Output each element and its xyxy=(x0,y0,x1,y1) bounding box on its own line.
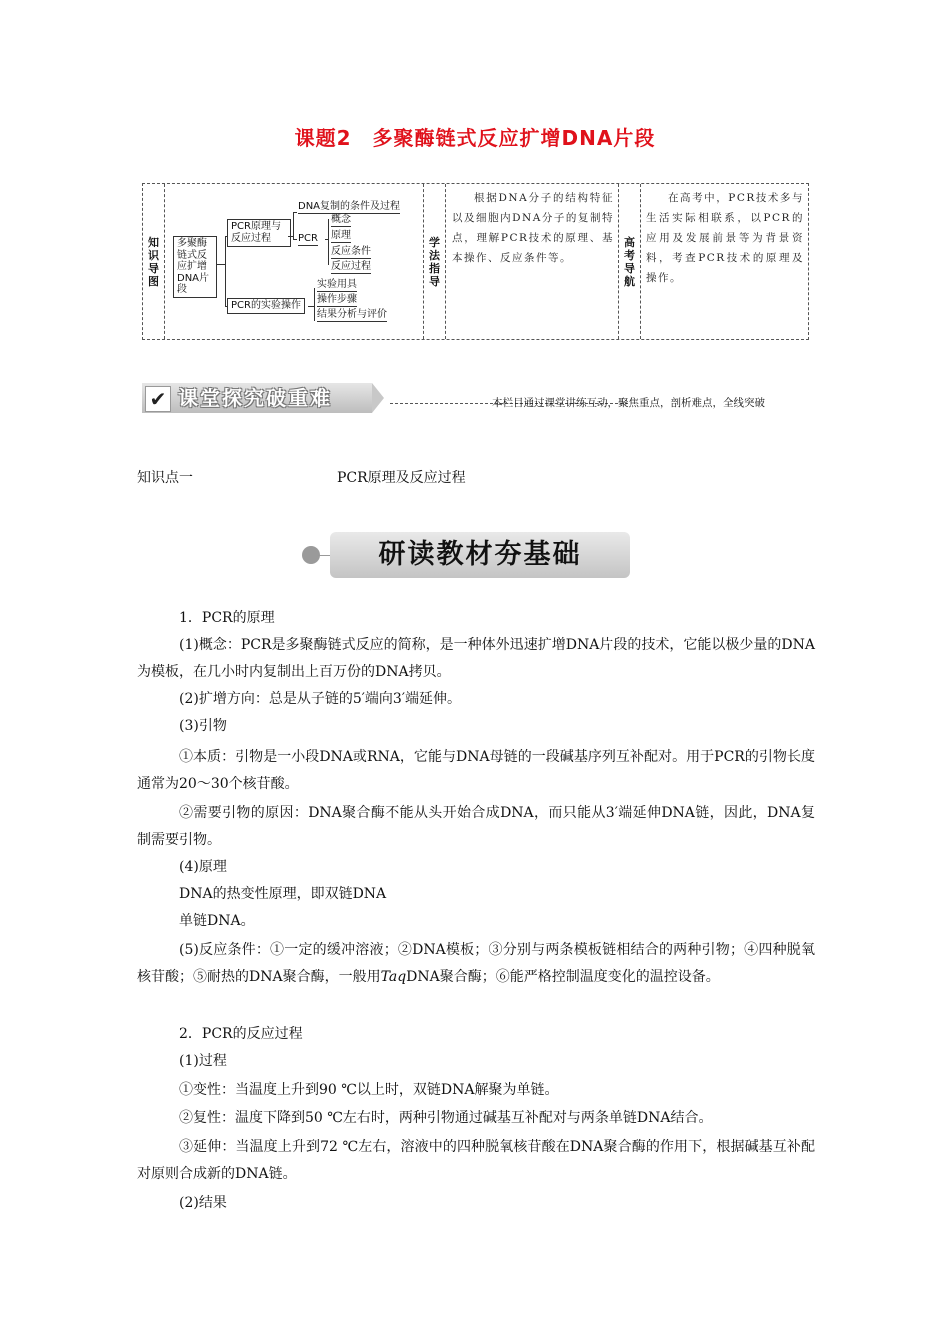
text-span: (5)反应条件：①一定的缓冲溶液；②DNA模板；③分别与两条模板链相结合的两种引物；④四种脱氧核苷酸；⑤耐热的DNA聚合酶，一般用 xyxy=(137,942,815,985)
paragraph: ①变性：当温度上升到90 ℃以上时，双链DNA解聚为单链。 xyxy=(179,1082,559,1098)
heading-pcr-principle: 1．PCR的原理 xyxy=(179,610,275,626)
page-title: 课题2 多聚酶链式反应扩增DNA片段 xyxy=(294,126,656,150)
map-exp-item: 实验用具 xyxy=(317,279,357,290)
section-banner xyxy=(142,383,809,415)
paragraph: (1)概念：PCR是多聚酶链式反应的简称，是一种体外迅速扩增DNA片段的技术，它能以极少量的DNA为模板，在几小时内复制出上百万份的DNA拷贝。 xyxy=(137,637,815,680)
map-exp-item: 操作步骤 xyxy=(317,294,357,305)
knowledge-map-label: 知 识 导 图 xyxy=(148,236,159,288)
paragraph: ①本质：引物是一小段DNA或RNA，它能与DNA母链的一段碱基序列互补配对。用于PCR的引物长度通常为20～30个核苷酸。 xyxy=(137,749,815,792)
knowledge-point-label: 知识点一 xyxy=(137,470,193,486)
map-branch-experiment: PCR的实验操作 xyxy=(227,298,305,314)
paragraph: ②需要引物的原因：DNA聚合酶不能从头开始合成DNA，而只能从3′端延伸DNA链，因此，DNA复制需要引物。 xyxy=(137,805,815,848)
paragraph: (4)原理 xyxy=(179,859,227,875)
banner-note: 本栏目通过课堂讲练互动，聚焦重点，剖析难点，全线突破 xyxy=(492,397,765,409)
section-heading-text: 研读教材夯基础 xyxy=(378,539,582,570)
map-pcr-item: 原理 xyxy=(331,230,351,241)
banner-title: 课堂探究破重难 xyxy=(178,386,332,410)
check-icon: ✔ xyxy=(145,386,171,412)
paragraph: (2)结果 xyxy=(179,1195,227,1211)
map-pcr-item: 反应过程 xyxy=(331,261,371,272)
map-pcr: PCR xyxy=(298,233,318,244)
map-exp-item: 结果分析与评价 xyxy=(317,309,387,320)
map-root: 多聚酶链式反应扩增DNA片段 xyxy=(173,236,217,298)
map-dna-condition: DNA复制的条件及过程 xyxy=(298,201,401,212)
map-pcr-item: 概念 xyxy=(331,214,351,225)
exam-guide-label: 高 考 导 航 xyxy=(624,236,635,288)
taq-italic: Taq xyxy=(380,969,407,985)
paragraph: 单链DNA。 xyxy=(179,913,255,929)
paragraph-conditions xyxy=(137,937,815,991)
knowledge-point-name: PCR原理及反应过程 xyxy=(337,470,466,486)
paragraph: DNA的热变性原理，即双链DNA xyxy=(179,886,387,902)
exam-guide-text: 在高考中，PCR技术多与生活实际相联系，以PCR的应用及发展前景等为背景资料，考查PCR技术的原理及操作。 xyxy=(646,192,804,284)
map-pcr-item: 反应条件 xyxy=(331,246,371,257)
banner-label xyxy=(142,383,372,413)
method-guide-label: 学 法 指 导 xyxy=(429,236,440,288)
paragraph: ②复性：温度下降到50 ℃左右时，两种引物通过碱基互补配对与两条单链DNA结合。 xyxy=(179,1110,713,1126)
heading-pcr-process: 2．PCR的反应过程 xyxy=(179,1026,303,1042)
map-branch-principle: PCR原理与反应过程 xyxy=(227,219,291,247)
text-span: DNA聚合酶；⑥能严格控制温度变化的温控设备。 xyxy=(406,969,720,985)
paragraph: (3)引物 xyxy=(179,718,227,734)
paragraph: (1)过程 xyxy=(179,1053,227,1069)
paragraph: (2)扩增方向：总是从子链的5′端向3′端延伸。 xyxy=(179,691,462,707)
method-guide-text: 根据DNA分子的结构特征以及细胞内DNA分子的复制特点，理解PCR技术的原理、基本操作、反应条件等。 xyxy=(452,192,614,264)
paragraph: ③延伸：当温度上升到72 ℃左右，溶液中的四种脱氧核苷酸在DNA聚合酶的作用下，根据碱基互补配对原则合成新的DNA链。 xyxy=(137,1139,815,1182)
guide-table xyxy=(142,183,809,340)
section-heading xyxy=(330,532,630,578)
